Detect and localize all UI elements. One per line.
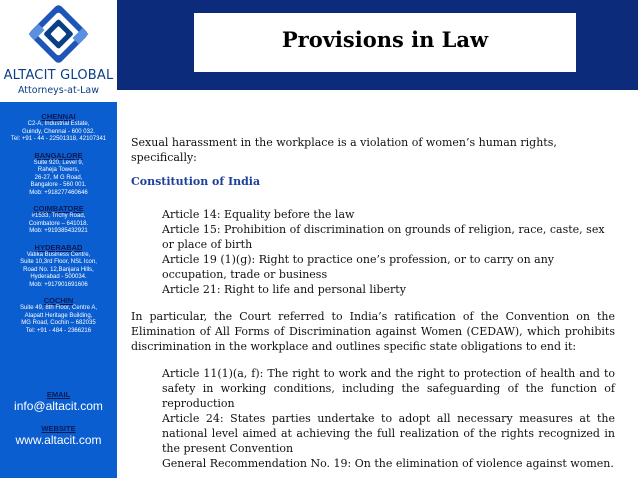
slide-title: Provisions in Law (281, 27, 489, 52)
brand-name: ALTACIT GLOBAL (3, 68, 114, 83)
logo (0, 0, 117, 102)
office-city: COCHIN (43, 296, 74, 305)
altacit-logo-icon (14, 2, 103, 66)
office-line: Coimbatore – 641018. (28, 220, 89, 227)
cedaw-paragraph: In particular, the Court referred to India’s ratification of the Convention on the Elimination of All Forms of Discrimination against Women (CEDAW), which prohibits discrimination in the workplace and outlines specific state obligations to end it: (131, 310, 615, 353)
article-item: Article 15: Prohibition of discrimination on grounds of religion, race, caste, sex or place of birth (162, 223, 605, 251)
office-line: Guindy, Chennai - 600 032. (22, 128, 95, 135)
intro-text: Sexual harassment in the workplace is a violation of women’s human rights, specifically: (131, 136, 557, 164)
email-label: EMAIL (46, 390, 71, 399)
office-bangalore (0, 151, 117, 198)
office-line: Hyderabad - 500034. (30, 274, 87, 280)
email-block (0, 390, 117, 413)
office-line: Alapatt Heritage Building, (24, 312, 93, 319)
office-line: Suite 49, 8th Floor, Centre A, (19, 305, 98, 311)
article-item: General Recommendation No. 19: On the elimination of violence against women. (162, 457, 614, 470)
office-line: Suite 920, Level 9, (33, 159, 84, 166)
office-line: 26-27, M G Road, (34, 174, 83, 181)
office-coimbatore (0, 204, 117, 236)
brand-tagline: Attorneys-at-Law (17, 85, 100, 96)
office-city: COIMBATORE (33, 204, 84, 213)
office-line: Mob: +918277460646 (29, 189, 88, 196)
office-city: CHENNAI (41, 112, 76, 121)
office-hyderabad (0, 243, 117, 290)
website-link[interactable]: www.altacit.com (15, 433, 102, 447)
constitution-articles (131, 207, 615, 297)
article-item: Article 11(1)(a, f): The right to work and the right to protection of health and to safety in working conditions, including the safeguarding of the function of reproduction (162, 367, 615, 410)
office-line: Mob: +919385432921 (29, 228, 88, 234)
website-label: WEBSITE (41, 424, 76, 433)
email-link[interactable]: info@altacit.com (14, 399, 103, 413)
title-box (194, 13, 576, 72)
office-line: #1533, Trichy Road, (31, 213, 86, 219)
article-item: Article 21: Right to life and personal liberty (162, 283, 406, 296)
article-item: Article 24: States parties undertake to adopt all necessary measures at the national level aimed at achieving the full realization of the rights recognized in the present Convention (162, 412, 615, 455)
article-item: Article 19 (1)(g): Right to practice one’s profession, or to carry on any occupation, trade or business (162, 253, 555, 281)
office-line: Suite 10,3rd Floor, NSL Icon, (20, 259, 97, 265)
sidebar (0, 0, 117, 478)
office-city: HYDERABAD (34, 242, 83, 252)
cedaw-articles (131, 366, 615, 471)
office-line: Road No. 12,Banjara Hills, (23, 266, 94, 273)
office-line: C2-A, Industrial Estate, (27, 121, 90, 127)
office-cochin (0, 296, 117, 335)
office-line: Tel: +91 - 44 - 22501318, 42107341 (10, 136, 107, 142)
slide-content (131, 135, 615, 471)
office-line: Tel: +91 - 484 - 2366216 (25, 327, 92, 334)
article-item: Article 14: Equality before the law (162, 208, 355, 221)
office-city: BANGALORE (34, 150, 83, 160)
office-line: Raheja Towers, (37, 167, 80, 173)
office-line: Bangalore - 560 001. (30, 182, 87, 188)
office-line: MG Road, Cochin – 682035 (21, 320, 96, 326)
office-chennai (0, 112, 117, 144)
office-line: Vatika Business Centre, (26, 251, 91, 258)
office-list (0, 112, 117, 342)
section-heading: Constitution of India (131, 175, 261, 188)
office-line: Mob: +917901691606 (29, 281, 88, 288)
website-block (0, 424, 117, 447)
